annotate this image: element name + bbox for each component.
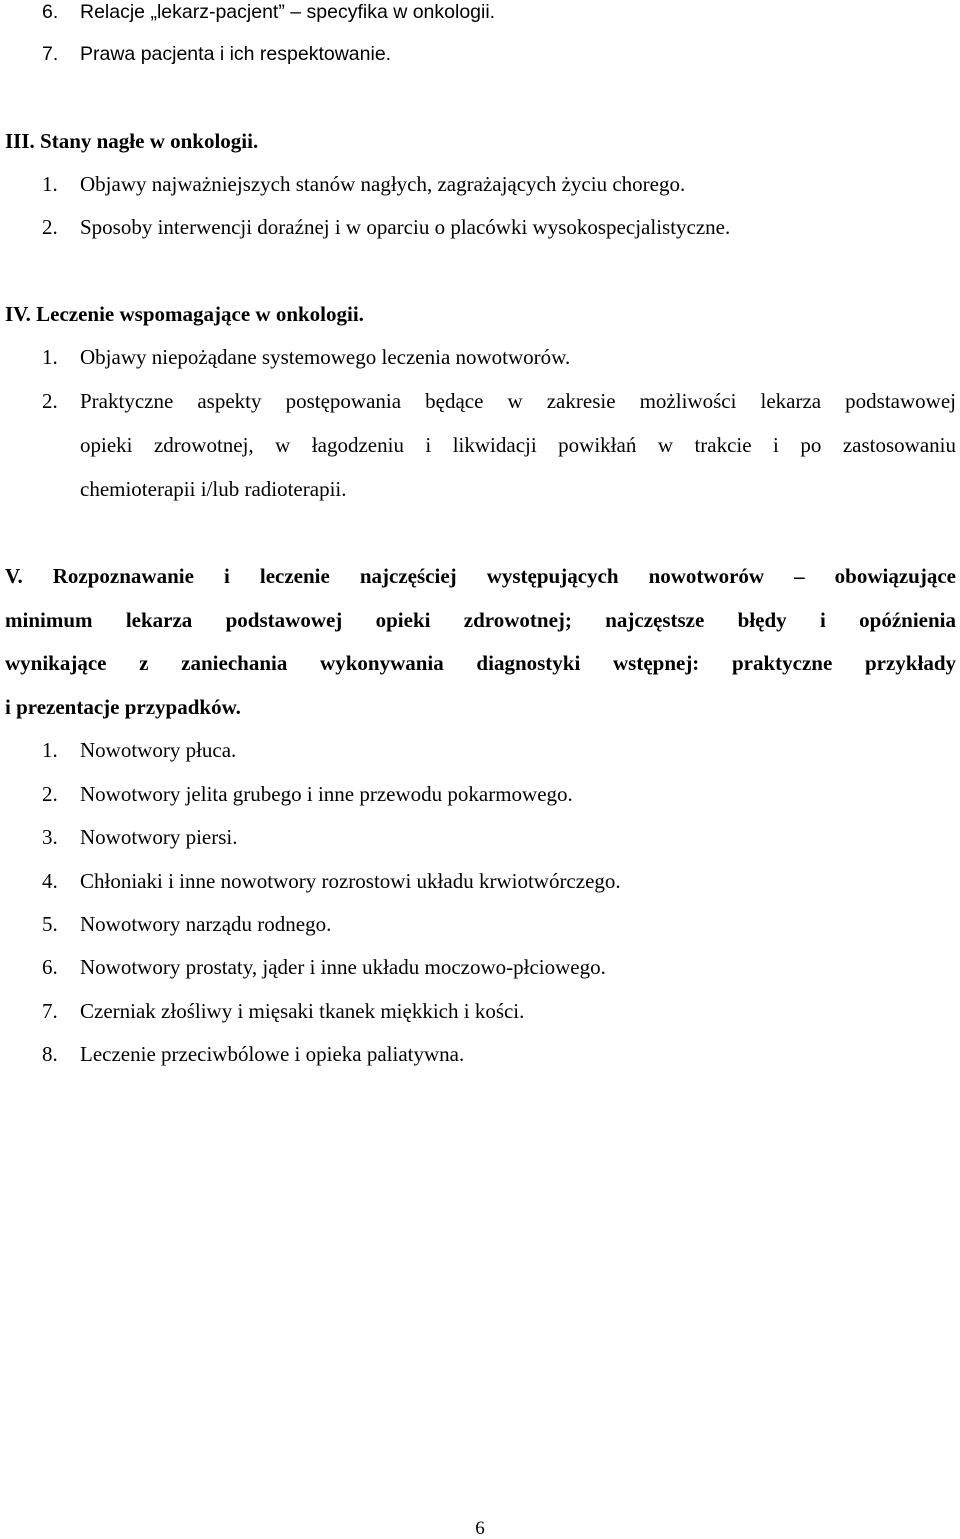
section-heading: i prezentacje przypadków. bbox=[5, 695, 241, 719]
list-number: 2. bbox=[42, 215, 58, 239]
list-item-text: Objawy najważniejszych stanów nagłych, zagrażających życiu chorego. bbox=[80, 172, 686, 196]
list-number: 8. bbox=[42, 1042, 58, 1066]
page-number: 6 bbox=[475, 1518, 485, 1539]
list-number: 5. bbox=[42, 912, 58, 936]
list-number: 1. bbox=[42, 738, 58, 762]
list-item-text: Nowotwory płuca. bbox=[80, 738, 237, 762]
list-number: 4. bbox=[42, 869, 58, 893]
list-item-text: opieki zdrowotnej, w łagodzeniu i likwidacji powikłań w trakcie i po zastosowaniu bbox=[80, 433, 956, 457]
list-item-text: Praktyczne aspekty postępowania będące w zakresie możliwości lekarza podstawowej bbox=[80, 389, 956, 413]
list-item-text: Nowotwory narządu rodnego. bbox=[80, 912, 332, 936]
list-item-text: Prawa pacjenta i ich respektowanie. bbox=[80, 43, 392, 65]
list-item-text: Sposoby interwencji doraźnej i w oparciu o placówki wysokospecjalistyczne. bbox=[80, 215, 731, 239]
list-number: 1. bbox=[42, 172, 58, 196]
section-heading: IV. Leczenie wspomagające w onkologii. bbox=[5, 302, 364, 326]
section-heading: V. Rozpoznawanie i leczenie najczęściej występujących nowotworów – obowiązujące bbox=[5, 564, 956, 588]
list-number: 7. bbox=[42, 43, 59, 65]
list-number: 6. bbox=[42, 955, 58, 979]
list-item-text: Chłoniaki i inne nowotwory rozrostowi układu krwiotwórczego. bbox=[80, 869, 621, 893]
list-number: 1. bbox=[42, 345, 58, 369]
list-number: 6. bbox=[42, 1, 59, 23]
list-item-text: Relacje „lekarz-pacjent” – specyfika w onkologii. bbox=[80, 1, 496, 23]
list-item-text: Leczenie przeciwbólowe i opieka paliatywna. bbox=[80, 1042, 465, 1066]
list-item-text: Nowotwory prostaty, jąder i inne układu moczowo-płciowego. bbox=[80, 955, 606, 979]
list-number: 2. bbox=[42, 389, 58, 413]
list-item-text: Objawy niepożądane systemowego leczenia nowotworów. bbox=[80, 345, 571, 369]
list-item-text: chemioterapii i/lub radioterapii. bbox=[80, 477, 347, 501]
section-heading: wynikające z zaniechania wykonywania diagnostyki wstępnej: praktyczne przykłady bbox=[5, 651, 956, 675]
list-number: 7. bbox=[42, 999, 58, 1023]
list-item-text: Nowotwory piersi. bbox=[80, 825, 238, 849]
list-item-text: Czerniak złośliwy i mięsaki tkanek miękkich i kości. bbox=[80, 999, 525, 1023]
section-heading: minimum lekarza podstawowej opieki zdrowotnej; najczęstsze błędy i opóźnienia bbox=[5, 608, 956, 632]
list-item-text: Nowotwory jelita grubego i inne przewodu pokarmowego. bbox=[80, 782, 573, 806]
list-number: 3. bbox=[42, 825, 58, 849]
section-heading: III. Stany nagłe w onkologii. bbox=[5, 129, 259, 153]
list-number: 2. bbox=[42, 782, 58, 806]
